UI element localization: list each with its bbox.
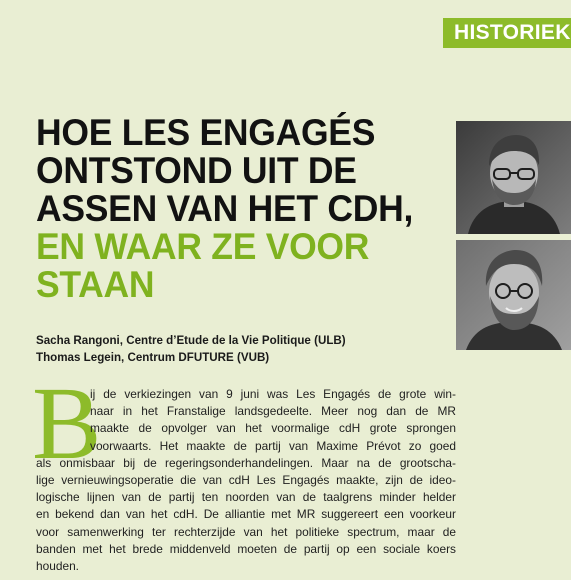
- author-photo-2: [456, 240, 571, 350]
- body-line: houden.: [36, 559, 79, 574]
- author-line: Sacha Rangoni, Centre d’Etude de la Vie Politique (ULB): [36, 334, 346, 347]
- body-line: lige vernieuwingsoperatie die van cdH Les Engagés maakte, zijn de ideo-: [36, 473, 456, 488]
- article-title: [36, 114, 430, 304]
- body-line: voorwaarts. Het maakte de partij van Maxime Prévot zo goed: [90, 438, 456, 453]
- author-photo-1: [456, 121, 571, 234]
- body-line: ij de verkiezingen van 9 juni was Les Engagés de grote win-: [90, 387, 456, 401]
- author-credits: [36, 332, 346, 366]
- drop-cap: B: [32, 366, 102, 481]
- portrait-image: [456, 240, 571, 350]
- portrait-image: [456, 121, 571, 234]
- title-line-highlight: STAAN: [36, 264, 155, 305]
- body-line: voor samenwerking ter rechterzijde van het politieke spectrum, maar de: [36, 524, 456, 539]
- title-line-highlight: EN WAAR ZE VOOR: [36, 226, 370, 267]
- article-body: [36, 386, 456, 575]
- title-line: HOE LES ENGAGÉS: [36, 112, 376, 153]
- body-line: als onmisbaar bij de regeringsonderhandelingen. Maar na de grootscha-: [36, 455, 456, 470]
- title-line: ASSEN VAN HET CDH,: [36, 188, 414, 229]
- body-line: logische lijnen van de partij ten noorden van de taalgrens minder helder: [36, 490, 456, 505]
- author-line: Thomas Legein, Centrum DFUTURE (VUB): [36, 351, 270, 364]
- section-tag: HISTORIEK: [443, 18, 571, 48]
- body-line: maakte de opvolger van het voormalige cdH grote sprongen: [90, 421, 456, 436]
- body-line: naar in het Franstalige landsgedeelte. Meer nog dan de MR: [90, 404, 456, 419]
- body-line: banden met het brede middenveld moeten de partij op een sociale koers: [36, 541, 456, 556]
- body-line: en bekend dan van het cdH. De alliantie met MR suggereert een voorkeur: [36, 507, 456, 522]
- title-line: ONTSTOND UIT DE: [36, 150, 357, 191]
